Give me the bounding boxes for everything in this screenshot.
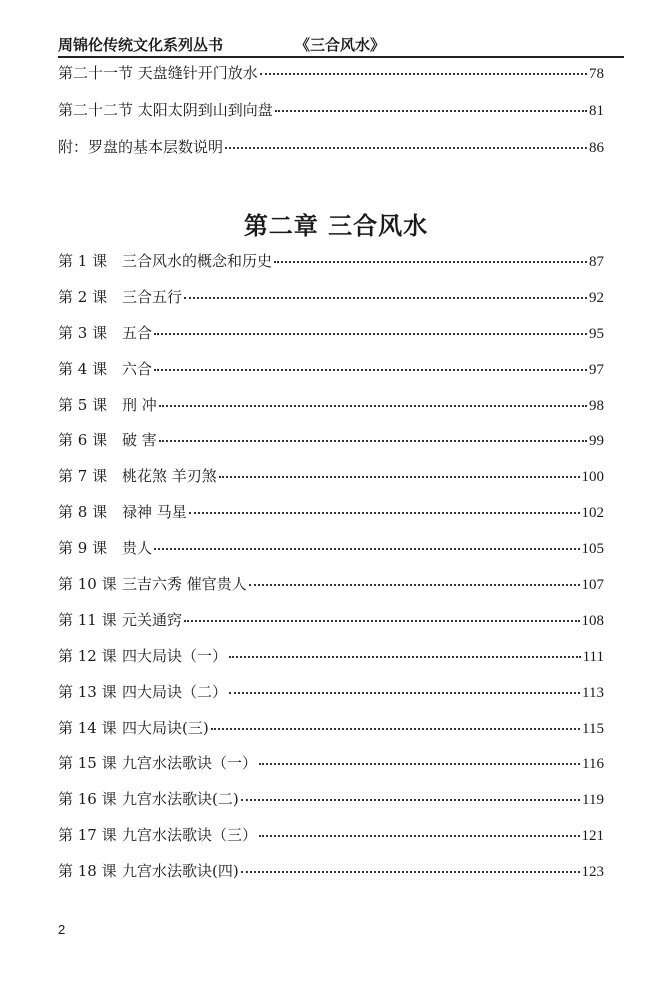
- lesson-page: 111: [582, 648, 604, 665]
- lesson-label: [58, 824, 257, 845]
- lesson-title: 六合: [122, 359, 153, 378]
- dot-leader: [229, 692, 580, 694]
- lesson-number: 第 1 课: [58, 252, 108, 270]
- lesson-entry[interactable]: [58, 681, 604, 717]
- lesson-page: 121: [581, 828, 604, 845]
- lesson-page: 116: [582, 756, 604, 773]
- lesson-page: 95: [589, 325, 604, 342]
- lesson-page: 92: [589, 289, 604, 306]
- lesson-label: [58, 358, 152, 379]
- lesson-label: [58, 717, 209, 738]
- lesson-entry[interactable]: [58, 788, 604, 824]
- lesson-entry[interactable]: [58, 609, 604, 645]
- lesson-label: [58, 645, 227, 666]
- lesson-title: 破 害: [122, 431, 157, 450]
- toc-entry-label: 第二十一节 天盘缝针开门放水: [58, 64, 258, 82]
- lesson-label: [58, 752, 257, 773]
- lesson-entry[interactable]: [58, 573, 604, 609]
- lesson-entry[interactable]: [58, 501, 604, 537]
- lesson-number: 第 5 课: [58, 395, 108, 414]
- dot-leader: [211, 728, 580, 730]
- toc-section-chapter: [58, 250, 604, 896]
- lesson-page: 99: [589, 433, 604, 450]
- lesson-label: [58, 465, 217, 486]
- lesson-title: 刑 冲: [122, 395, 157, 414]
- lesson-entry[interactable]: [58, 717, 604, 753]
- lesson-entry[interactable]: [58, 250, 604, 286]
- lesson-number: 第 12 课: [58, 646, 117, 665]
- lesson-label: [58, 429, 157, 450]
- dot-leader: [184, 297, 587, 299]
- lesson-number: 第 18 课: [58, 862, 117, 881]
- lesson-label: [58, 860, 239, 881]
- lesson-page: 113: [582, 684, 604, 701]
- toc-section-top: [58, 62, 604, 173]
- lesson-page: 87: [589, 254, 604, 270]
- lesson-number: 第 8 课: [58, 503, 108, 522]
- lesson-entry[interactable]: [58, 429, 604, 465]
- lesson-number: 第 4 课: [58, 359, 108, 378]
- lesson-label: [58, 681, 227, 702]
- dot-leader: [274, 261, 587, 263]
- lesson-number: 第 2 课: [58, 287, 108, 306]
- lesson-title: 九宫水法歌诀（一）: [122, 754, 258, 773]
- lesson-title: 三合五行: [122, 287, 183, 306]
- chapter-title: 第二章 三合风水: [243, 212, 429, 240]
- dot-leader: [189, 512, 580, 514]
- lesson-title: 五合: [122, 323, 153, 342]
- lesson-entry[interactable]: [58, 394, 604, 430]
- running-header: [58, 34, 624, 58]
- lesson-page: 108: [581, 612, 604, 629]
- lesson-number: 第 17 课: [58, 826, 117, 845]
- lesson-title: 桃花煞 羊刃煞: [122, 467, 217, 486]
- lesson-label: [58, 394, 157, 415]
- dot-leader: [154, 548, 579, 550]
- dot-leader: [184, 620, 579, 622]
- lesson-title: 三吉六秀 催官贵人: [122, 575, 247, 594]
- lesson-page: 105: [581, 541, 604, 558]
- lesson-page: 97: [589, 361, 604, 378]
- lesson-page: 115: [582, 720, 604, 737]
- lesson-title: 九宫水法歌诀(四): [122, 862, 239, 881]
- lesson-title: 四大局诀（一）: [122, 646, 228, 665]
- lesson-entry[interactable]: [58, 358, 604, 394]
- dot-leader: [259, 763, 580, 765]
- lesson-number: 第 11 课: [58, 610, 117, 629]
- lesson-title: 九宫水法歌诀（三）: [122, 826, 258, 845]
- lesson-title: 三合风水的概念和历史: [122, 252, 273, 270]
- lesson-title: 贵人: [122, 539, 153, 558]
- lesson-entry[interactable]: [58, 645, 604, 681]
- lesson-title: 四大局诀(三): [122, 718, 209, 737]
- lesson-number: 第 10 课: [58, 575, 117, 594]
- page-number: 2: [58, 922, 66, 937]
- lesson-label: [58, 250, 272, 271]
- lesson-number: 第 6 课: [58, 431, 108, 450]
- dot-leader: [229, 656, 581, 658]
- lesson-number: 第 15 课: [58, 754, 117, 773]
- book-title: 《三合风水》: [295, 36, 386, 54]
- lesson-title: 禄神 马星: [122, 503, 187, 522]
- toc-entry[interactable]: [58, 99, 604, 136]
- lesson-entry[interactable]: [58, 286, 604, 322]
- lesson-number: 第 14 课: [58, 718, 117, 737]
- lesson-label: [58, 322, 152, 343]
- lesson-title: 四大局诀（二）: [122, 682, 228, 701]
- lesson-label: [58, 573, 247, 594]
- dot-leader: [159, 405, 587, 407]
- lesson-page: 98: [589, 397, 604, 414]
- dot-leader: [241, 799, 580, 801]
- lesson-number: 第 13 课: [58, 682, 117, 701]
- dot-leader: [154, 333, 587, 335]
- lesson-page: 119: [582, 792, 604, 809]
- dot-leader: [241, 871, 580, 873]
- toc-entry-label: 附：罗盘的基本层数说明: [58, 138, 224, 156]
- toc-entry-label: 第二十二节 太阳太阴到山到向盘: [58, 101, 273, 119]
- lesson-label: [58, 609, 182, 630]
- toc-entry[interactable]: [58, 62, 604, 99]
- lesson-page: 107: [581, 577, 604, 594]
- lesson-title: 九宫水法歌诀(二): [122, 790, 239, 809]
- lesson-label: [58, 537, 152, 558]
- lesson-number: 第 7 课: [58, 467, 108, 486]
- dot-leader: [259, 835, 579, 837]
- lesson-entry[interactable]: [58, 752, 604, 788]
- toc-entry-page: 78: [589, 66, 604, 82]
- lesson-number: 第 9 课: [58, 539, 108, 558]
- dot-leader: [154, 369, 587, 371]
- dot-leader: [260, 73, 587, 75]
- dot-leader: [159, 440, 587, 442]
- lesson-number: 第 3 课: [58, 323, 108, 342]
- lesson-entry[interactable]: [58, 465, 604, 501]
- toc-entry-page: 86: [589, 140, 604, 156]
- lesson-entry[interactable]: [58, 537, 604, 573]
- lesson-page: 123: [581, 864, 604, 881]
- lesson-entry[interactable]: [58, 824, 604, 860]
- lesson-number: 第 16 课: [58, 790, 117, 809]
- lesson-entry[interactable]: [58, 860, 604, 896]
- lesson-title: 元关通窍: [122, 610, 183, 629]
- lesson-entry[interactable]: [58, 322, 604, 358]
- lesson-label: [58, 788, 239, 809]
- lesson-page: 100: [581, 469, 604, 486]
- lesson-page: 102: [581, 505, 604, 522]
- lesson-label: [58, 501, 187, 522]
- dot-leader: [249, 584, 580, 586]
- dot-leader: [219, 476, 580, 478]
- series-title: 周锦伦传统文化系列丛书: [58, 36, 224, 54]
- toc-entry[interactable]: [58, 136, 604, 173]
- toc-entry-page: 81: [589, 103, 604, 119]
- dot-leader: [275, 110, 587, 112]
- dot-leader: [225, 147, 587, 149]
- lesson-label: [58, 286, 182, 307]
